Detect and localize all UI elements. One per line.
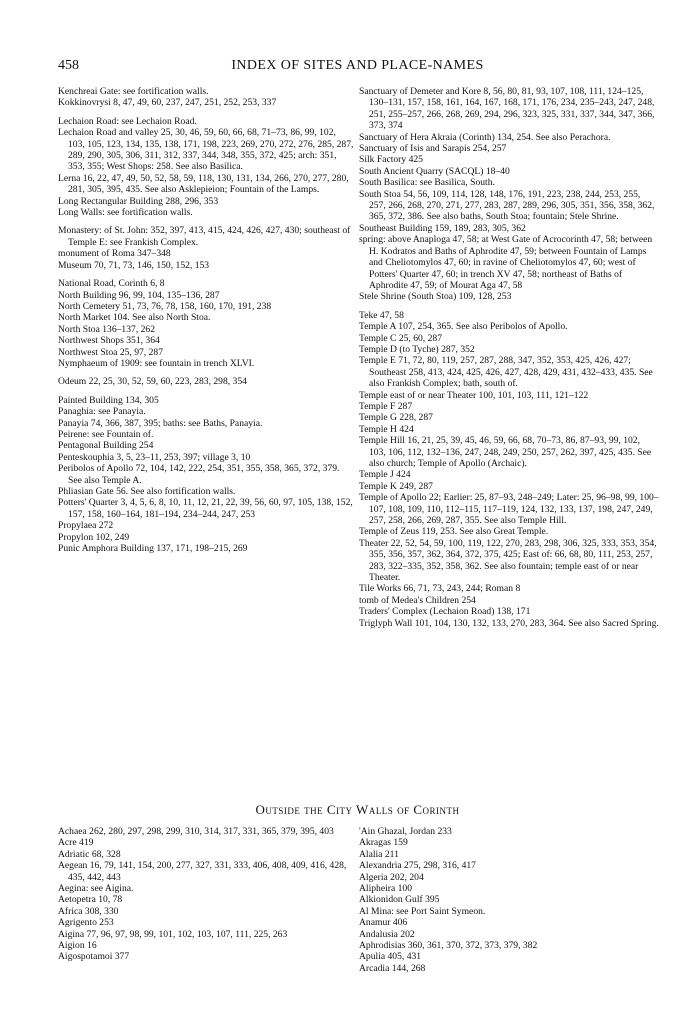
index-entry: Achaea 262, 280, 297, 298, 299, 310, 314, 317, 331, 365, 379, 395, 403: [58, 826, 334, 837]
left-index-column: [58, 86, 354, 554]
index-entry: National Road, Corinth 6, 8: [58, 278, 165, 290]
entry-gap: [359, 303, 659, 310]
index-entry: Museum 70, 71, 73, 146, 150, 152, 153: [58, 259, 210, 271]
index-entry: Alkionidon Gulf 395: [359, 894, 440, 906]
index-entry: Temple of Zeus 119, 253. See also Great Temple.: [359, 526, 549, 538]
index-entry: Aegina: see Aigina.: [58, 883, 134, 895]
index-entry: Agrigento 253: [58, 917, 114, 929]
index-entry: North Building 96, 99, 104, 135–136, 287: [58, 289, 220, 301]
index-entry: Temple C 25, 60, 287: [359, 332, 442, 344]
index-entry: Aetopetra 10, 78: [58, 894, 123, 906]
index-entry: North Cemetery 51, 73, 76, 78, 158, 160, 170, 191, 238: [58, 300, 272, 312]
index-entry: Monastery: of St. John: 352, 397, 413, 415, 424, 426, 427, 430; southeast of Temple E: see Frankish Complex.: [58, 225, 351, 248]
index-entry: tomb of Medea's Children 254: [359, 594, 476, 606]
index-entry: Long Walls: see fortification walls.: [58, 207, 193, 219]
index-entry: Northwest Shops 351, 364: [58, 335, 160, 347]
index-entry: Temple K 249, 287: [359, 480, 433, 492]
index-entry: Aigospotamoi 377: [58, 951, 130, 963]
index-entry: Penteskouphia 3, 5, 23–11, 253, 397; village 3, 10: [58, 451, 251, 463]
index-entry: Panayia 74, 366, 387, 395; baths: see Baths, Panayia.: [58, 417, 263, 429]
running-head: INDEX OF SITES AND PLACE-NAMES: [231, 58, 484, 73]
index-entry: Temple J 424: [359, 469, 411, 481]
entry-gap: [58, 369, 354, 376]
index-entry: Silk Factory 425: [359, 154, 423, 166]
page-number: 458: [58, 58, 79, 73]
right-index-column: [359, 86, 659, 629]
index-entry: Alexandria 275, 298, 316, 417: [359, 860, 476, 872]
index-entry: Kenchreai Gate: see fortification walls.: [58, 86, 209, 97]
index-entry: monument of Roma 347–348: [58, 248, 171, 260]
index-entry: Teke 47, 58: [359, 309, 404, 321]
index-entry: North Market 104. See also North Stoa.: [58, 312, 211, 324]
entry-gap: [58, 218, 354, 225]
index-entry: Temple A 107, 254, 365. See also Peribolos of Apollo.: [359, 321, 568, 333]
page-header: [58, 58, 657, 78]
index-entry: Andalusia 202: [359, 928, 415, 940]
index-entry: Stele Shrine (South Stoa) 109, 128, 253: [359, 291, 512, 303]
index-entry: Sanctuary of Isis and Sarapis 254, 257: [359, 143, 507, 155]
index-entry: Anamur 406: [359, 917, 408, 929]
index-entry: Lechaion Road and valley 25, 30, 46, 59, 60, 66, 68, 71–73, 86, 99, 102, 103, 105, 123, 134, 135, 138, 171, 198, 223, 269, 270, 272, 276, 285, 287, 289, 290, 305, 306, 311, 312, 337, 344, 348, 355, 372, 425; arch: 351, 353, 355; West Shops: 258. See also Basilica.: [58, 127, 354, 173]
index-entry: Adriatic 68, 328: [58, 848, 121, 860]
index-entry: Kokkinovrysi 8, 47, 49, 60, 237, 247, 251, 252, 253, 337: [58, 97, 277, 109]
index-entry: Northwest Stoa 25, 97, 287: [58, 346, 163, 358]
index-entry: Odeum 22, 25, 30, 52, 59, 60, 223, 283, 298, 354: [58, 376, 247, 388]
index-entry: Temple E 71, 72, 80, 119, 257, 287, 288, 347, 352, 353, 425, 426, 427; Southeast 258, 413, 424, 425, 426, 427, 428, 429, 431, 432–433, 435. See also Frankish Complex; bath, south of.: [359, 355, 653, 390]
index-entry: Acre 419: [58, 837, 94, 849]
index-entry: Arcadia 144, 268: [359, 962, 426, 974]
index-entry: Potters' Quarter 3, 4, 5, 6, 8, 10, 11, 12, 21, 22, 39, 56, 60, 97, 105, 138, 152, 157, 158, 160–164, 181–194, 234–244, 247, 253: [58, 497, 353, 520]
index-entry: Traders' Complex (Lechaion Road) 138, 171: [359, 606, 531, 618]
index-entry: Theater 22, 52, 54, 59, 100, 119, 122, 270, 283, 298, 306, 325, 333, 353, 354, 355, 356, 357, 362, 364, 372, 375, 425; East of: 66, 68, 80, 111, 253, 257, 283, 322–335, 352, 358, 362. See also fountain; temple east of or near Theater.: [359, 537, 657, 584]
index-entry: Temple D (to Tyche) 287, 352: [359, 343, 475, 355]
index-entry: Aigion 16: [58, 940, 97, 952]
index-entry: Aigina 77, 96, 97, 98, 99, 101, 102, 103, 107, 111, 225, 263: [58, 928, 288, 940]
index-entry: Temple of Apollo 22; Earlier: 25, 87–93, 248–249; Later: 25, 96–98, 99, 100–107, 108, 109, 110, 112–115, 117–119, 124, 132, 133, 137, 198, 247, 249, 257, 258, 266, 269, 287, 355. See also Temple Hill.: [359, 492, 659, 527]
index-entry: 'Ain Ghazal, Jordan 233: [359, 826, 452, 837]
index-entry: Akragas 159: [359, 837, 408, 849]
index-entry: Phliasian Gate 56. See also fortification walls.: [58, 486, 236, 497]
index-entry: Propylaea 272: [58, 520, 114, 532]
index-entry: Alipheira 100: [359, 883, 413, 895]
index-entry: South Basilica: see Basilica, South.: [359, 177, 495, 189]
index-entry: North Stoa 136–137, 262: [58, 323, 156, 335]
index-entry: Apulia 405, 431: [359, 951, 422, 963]
entry-gap: [58, 109, 354, 116]
index-entry: Sanctuary of Hera Akraia (Corinth) 134, 254. See also Perachora.: [359, 131, 611, 143]
index-entry: Lechaion Road: see Lechaion Road.: [58, 115, 197, 127]
entry-gap: [58, 271, 354, 278]
index-entry: Peirene: see Fountain of.: [58, 428, 154, 440]
index-entry: Africa 308, 330: [58, 905, 119, 917]
index-entry: Propylon 102, 249: [58, 531, 130, 543]
index-entry: Pentagonal Building 254: [58, 440, 154, 452]
index-entry: Temple G 228, 287: [359, 412, 433, 424]
index-entry: Lerna 16, 22, 47, 49, 50, 52, 58, 59, 118, 130, 131, 134, 266, 270, 277, 280, 281, 305, 395, 435. See also Asklepieion; Fountain of the Lamps.: [58, 172, 349, 196]
index-entry: Temple Hill 16, 21, 25, 39, 45, 46, 59, 66, 68, 70–73, 86, 87–93, 99, 102, 103, 106, 112, 132–136, 247, 248, 249, 250, 257, 262, 397, 425, 435. See also church; Temple of Apollo (Archaic).: [359, 435, 652, 469]
index-entry: Punic Amphora Building 137, 171, 198–215, 269: [58, 543, 248, 555]
index-entry: South Ancient Quarry (SACQL) 18–40: [359, 165, 510, 177]
index-entry: Al Mina: see Port Saint Symeon.: [359, 905, 486, 917]
index-entry: spring: above Anaploga 47, 58; at West Gate of Acrocorinth 47, 58; between H. Kodratos and Baths of Aphrodite 47, 59; between Fountain of Lamps and Cheliotomylos 47, 60; in ravine of Cheliotomylos 47, 60; west of Potters' Quarter 47, 60; in trench XV 47, 58; northeast of Baths of Aphrodite 47, 59; of Mourat Aga 47, 58: [359, 234, 653, 291]
index-entry: Nymphaeum of 1909: see fountain in trench XLVI.: [58, 357, 255, 369]
index-entry: Painted Building 134, 305: [58, 394, 159, 406]
index-entry: Aphrodisias 360, 361, 370, 372, 373, 379, 382: [359, 940, 538, 952]
entry-gap: [58, 388, 354, 395]
index-entry: Algeria 202, 204: [359, 871, 424, 883]
index-entry: Panaghia: see Panayia.: [58, 406, 146, 418]
index-entry: South Stoa 54, 56, 109, 114, 128, 148, 176, 191, 223, 238, 244, 253, 255, 257, 266, 268, 270, 271, 277, 283, 287, 289, 296, 305, 351, 356, 358, 362, 365, 372, 386. See also baths, South Stoa; fountain; Stele Shrine.: [359, 188, 655, 223]
index-entry: Long Rectangular Building 288, 296, 353: [58, 195, 219, 207]
outside-walls-left-column: [58, 826, 354, 963]
index-entry: Alalia 211: [359, 848, 399, 860]
index-entry: Sanctuary of Demeter and Kore 8, 56, 80, 81, 93, 107, 108, 111, 124–125, 130–131, 157, 158, 161, 164, 167, 168, 171, 176, 234, 235–243, 247, 248, 251, 255–257, 266, 268, 269, 294, 296, 323, 325, 331, 337, 344, 347, 366, 373, 374: [359, 86, 655, 132]
index-entry: Temple east of or near Theater 100, 101, 103, 111, 121–122: [359, 389, 589, 401]
index-entry: Temple F 287: [359, 400, 413, 412]
index-entry: Tile Works 66, 71, 73, 243, 244; Roman 8: [359, 583, 521, 595]
outside-walls-right-column: [359, 826, 659, 974]
index-entry: Temple H 424: [359, 423, 414, 435]
index-entry: Triglyph Wall 101, 104, 130, 132, 133, 270, 283, 364. See also Sacred Spring.: [359, 617, 659, 629]
section-title: Outside the City Walls of Corinth: [255, 802, 460, 817]
index-entry: Southeast Building 159, 189, 283, 305, 362: [359, 222, 526, 234]
index-entry: Aegean 16, 79, 141, 154, 200, 277, 327, 331, 333, 406, 408, 409, 416, 428, 435, 442, 443: [58, 860, 347, 883]
index-entry: Peribolos of Apollo 72, 104, 142, 222, 254, 351, 355, 358, 365, 372, 379. See also Temple A.: [58, 463, 340, 486]
